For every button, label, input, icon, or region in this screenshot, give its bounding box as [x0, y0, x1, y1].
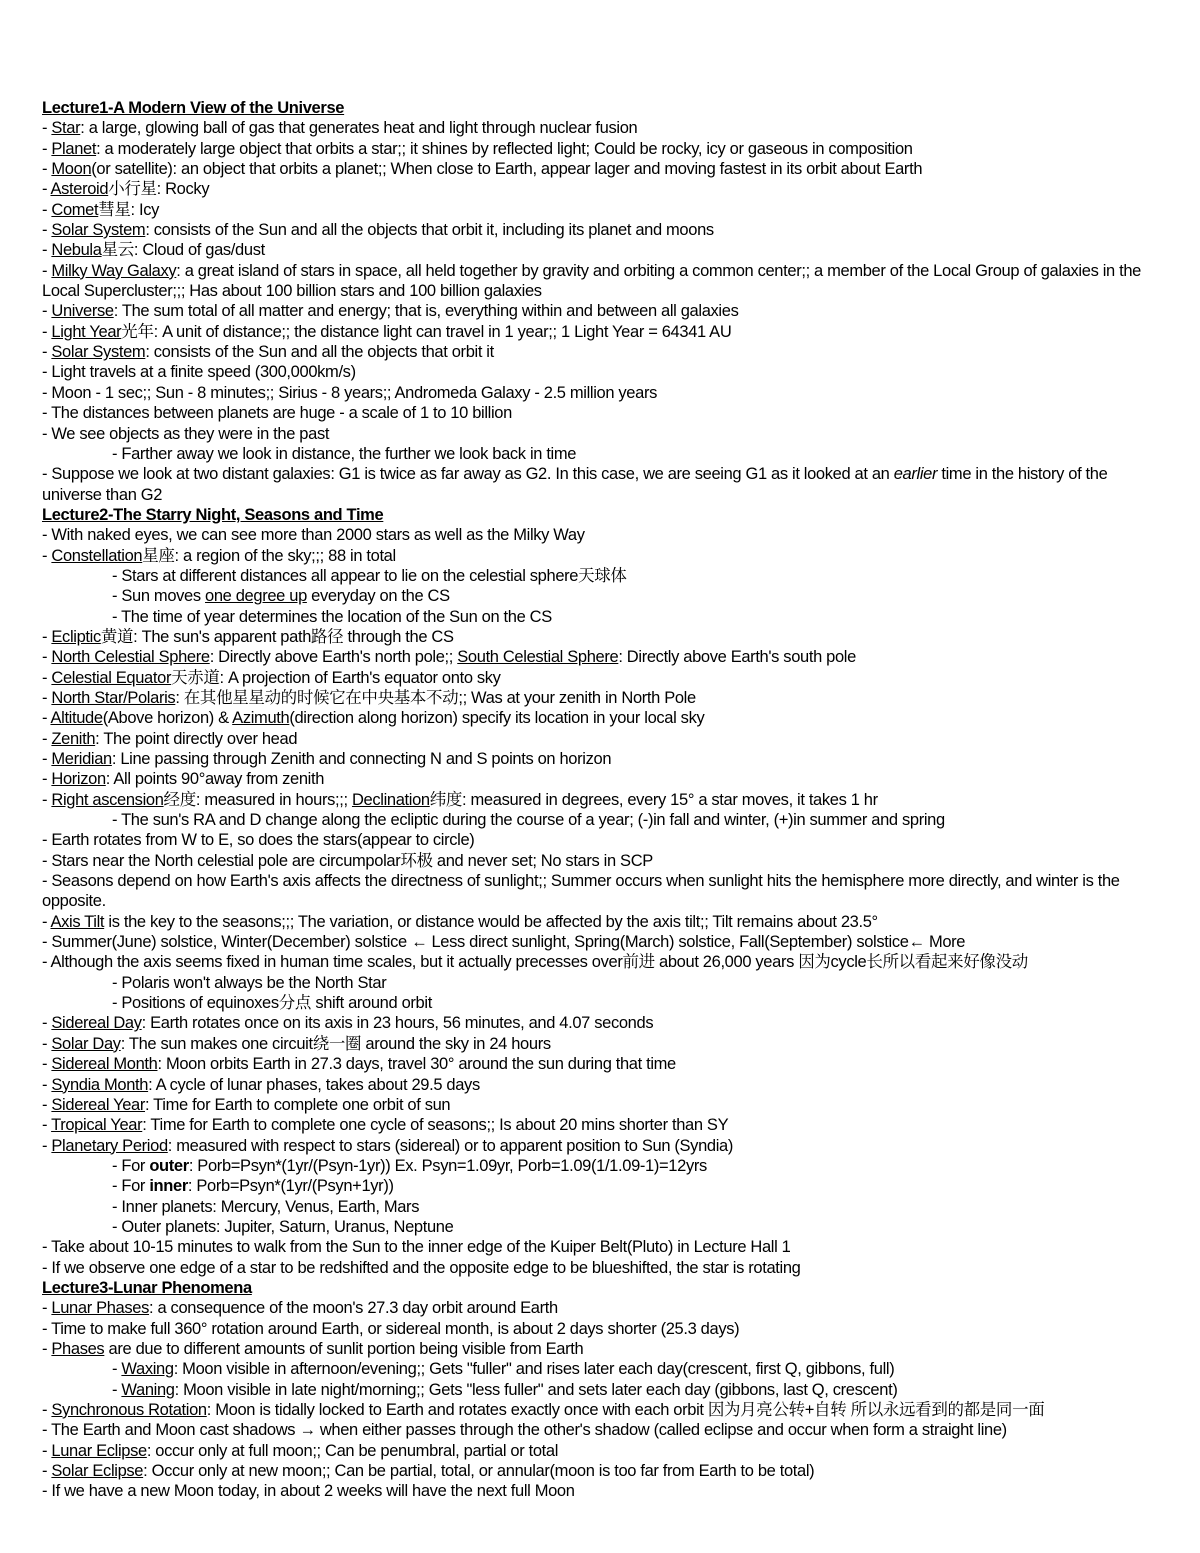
term: Asteroid	[50, 180, 109, 199]
text-run: -	[42, 1034, 52, 1053]
text-run: -	[42, 139, 52, 158]
term: Solar Eclipse	[51, 1462, 144, 1481]
text-run: : consists of the Sun and all the objects that orbit it, including its planet and moons	[145, 221, 714, 240]
text-run: -	[42, 1441, 52, 1460]
text-run: - With naked eyes, we can see more than 2000 stars as well as the Milky Way	[42, 526, 585, 545]
text-run: : occur only at full moon;; Can be penumbral, partial or total	[146, 1441, 559, 1460]
text-run: -	[42, 1116, 52, 1135]
text-run: -	[42, 688, 52, 707]
bullet-line	[42, 1481, 1167, 1501]
bullet-line	[42, 424, 1167, 444]
bullet-line	[42, 1136, 1167, 1156]
text-run: : 在其他星星动的时候它在中央基本不动;; Was at your zenith in North Pole	[175, 688, 696, 707]
term: Horizon	[51, 770, 106, 789]
bullet-line	[42, 647, 1167, 667]
term: Universe	[51, 302, 114, 321]
text-run: -	[42, 221, 52, 240]
term: Lunar Eclipse	[51, 1441, 147, 1460]
text-run: - Light travels at a finite speed (300,000km/s)	[42, 363, 356, 382]
bullet-line	[42, 179, 1167, 199]
sub-bullet-line	[42, 586, 1167, 606]
bullet-line	[42, 383, 1167, 403]
bullet-line	[42, 1258, 1167, 1278]
bullet-line	[42, 159, 1167, 179]
text-run: (Above horizon) &	[102, 709, 233, 728]
term: Declination	[351, 790, 430, 809]
text-run: : a large, glowing ball of gas that generates heat and light through nuclear fusion	[80, 119, 638, 138]
text-run: is the key to the seasons;;; The variation, or distance would be affected by the axis tilt;; Tilt remains about 23.5°	[104, 912, 878, 931]
emphasis-bold: outer	[149, 1156, 189, 1175]
term: Right ascension	[51, 790, 164, 809]
text-run: - Take about 10-15 minutes to walk from the Sun to the inner edge of the Kuiper Belt(Pluto) in Lecture Hall 1	[42, 1238, 791, 1257]
bullet-line	[42, 1095, 1167, 1115]
text-run: -	[42, 668, 52, 687]
text-run: -	[42, 627, 52, 646]
term: Nebula	[51, 241, 102, 260]
text-run: -	[42, 546, 52, 565]
text-run: - Farther away we look in distance, the further we look back in time	[112, 444, 577, 463]
term: Sidereal Year	[51, 1095, 146, 1114]
text-run: 小行星: Rocky	[108, 180, 210, 199]
bullet-line	[42, 525, 1167, 545]
term: Planet	[51, 139, 97, 158]
text-run: - Suppose we look at two distant galaxies: G1 is twice as far away as G2. In this case, we are seeing G1 as it looked at an	[42, 465, 894, 484]
bullet-line	[42, 1339, 1167, 1359]
text-run: : Earth rotates once on its axis in 23 hours, 56 minutes, and 4.07 seconds	[141, 1014, 654, 1033]
text-run: -	[42, 1136, 52, 1155]
bullet-line	[42, 362, 1167, 382]
term: Axis Tilt	[50, 912, 105, 931]
sub-bullet-line	[42, 566, 1167, 586]
bullet-line	[42, 464, 1167, 505]
emphasis-italic: earlier	[893, 465, 938, 484]
bullet-line	[42, 220, 1167, 240]
emphasis-bold: inner	[149, 1177, 188, 1196]
text-run: -	[42, 750, 52, 768]
bullet-line	[42, 912, 1167, 932]
text-run: : The sum total of all matter and energy; that is, everything within and between all galaxies	[113, 302, 739, 321]
bullet-line	[42, 1319, 1167, 1339]
term: Moon	[51, 160, 92, 179]
bullet-line	[42, 790, 1167, 810]
term: Waxing	[121, 1360, 174, 1379]
bullet-line	[42, 749, 1167, 769]
term: North Star/Polaris	[51, 688, 176, 707]
term: Phases	[51, 1339, 105, 1358]
text-run: -	[42, 729, 52, 748]
bullet-line	[42, 1054, 1167, 1074]
term: Sidereal Day	[51, 1014, 142, 1033]
text-run: -	[42, 1095, 52, 1114]
text-run: 经度: measured in hours;;;	[163, 790, 352, 809]
bullet-line	[42, 118, 1167, 138]
text-run: - Sun moves	[112, 587, 206, 606]
bullet-line	[42, 708, 1167, 728]
bullet-line	[42, 1115, 1167, 1135]
bullet-line	[42, 342, 1167, 362]
text-run: - Outer planets: Jupiter, Saturn, Uranus, Neptune	[112, 1217, 454, 1236]
text-run: -	[42, 200, 52, 219]
text-run: - The Earth and Moon cast shadows → when either passes through the other's shadow (called eclipse and occur when form a straight line)	[42, 1421, 1007, 1440]
text-run: -	[42, 1299, 52, 1318]
term: Solar System	[51, 343, 146, 362]
text-run: : Moon orbits Earth in 27.3 days, travel 30° around the sun during that time	[157, 1055, 676, 1074]
term: Star	[51, 119, 81, 138]
term: Altitude	[50, 709, 103, 728]
term: Meridian	[51, 750, 112, 768]
bullet-line	[42, 729, 1167, 749]
text-run: -	[42, 1401, 52, 1419]
text-run: : consists of the Sun and all the objects that orbit it	[145, 343, 494, 362]
text-run: - We see objects as they were in the past	[42, 424, 330, 443]
term: Ecliptic	[51, 627, 101, 646]
text-run: - If we observe one edge of a star to be redshifted and the opposite edge to be blueshifted, the star is rotating	[42, 1258, 801, 1277]
sub-bullet-line	[42, 993, 1167, 1013]
term: Constellation	[51, 546, 143, 565]
text-run: - Inner planets: Mercury, Venus, Earth, Mars	[112, 1197, 420, 1216]
bullet-line	[42, 1013, 1167, 1033]
text-run: : All points 90°away from zenith	[105, 770, 325, 789]
text-run: -	[42, 180, 51, 199]
text-run: -	[42, 160, 52, 179]
text-run: 纬度: measured in degrees, every 15° a star moves, it takes 1 hr	[429, 790, 878, 809]
text-run: -	[112, 1360, 122, 1379]
sub-bullet-line	[42, 1217, 1167, 1237]
text-run: -	[42, 1014, 52, 1033]
text-run: -	[42, 302, 52, 321]
sub-bullet-line	[42, 1176, 1167, 1196]
text-run: - The time of year determines the location of the Sun on the CS	[112, 607, 552, 626]
text-run: are due to different amounts of sunlit portion being visible from Earth	[104, 1339, 584, 1358]
text-run: - If we have a new Moon today, in about 2 weeks will have the next full Moon	[42, 1482, 575, 1501]
text-run: : Porb=Psyn*(1yr/(Psyn-1yr)) Ex. Psyn=1.09yr, Porb=1.09(1/1.09-1)=12yrs	[188, 1156, 707, 1175]
text-run: - For	[112, 1177, 150, 1196]
sub-bullet-line	[42, 444, 1167, 464]
text-run: : Directly above Earth's north pole;;	[209, 648, 458, 667]
bullet-line	[42, 851, 1167, 871]
text-run: : Occur only at new moon;; Can be partial, total, or annular(moon is too far from Earth to be total)	[143, 1462, 815, 1481]
text-run: : The sun makes one circuit绕一圈 around the sky in 24 hours	[120, 1034, 551, 1053]
sub-bullet-line	[42, 1359, 1167, 1379]
text-run: - Moon - 1 sec;; Sun - 8 minutes;; Sirius - 8 years;; Andromeda Galaxy - 2.5 million years	[42, 383, 658, 402]
text-run: -	[42, 648, 52, 667]
text-run: (direction along horizon) specify its location in your local sky	[289, 709, 705, 728]
term: Synchronous Rotation	[51, 1401, 207, 1419]
bullet-line	[42, 871, 1167, 912]
text-run: : Line passing through Zenith and connecting N and S points on horizon	[111, 750, 612, 768]
bullet-line	[42, 546, 1167, 566]
text-run: -	[42, 912, 51, 931]
term: Zenith	[51, 729, 96, 748]
bullet-line	[42, 627, 1167, 647]
bullet-line	[42, 322, 1167, 342]
term: Milky Way Galaxy	[51, 261, 177, 280]
bullet-line	[42, 240, 1167, 260]
term: Comet	[51, 200, 99, 219]
sub-bullet-line	[42, 1380, 1167, 1400]
bullet-line	[42, 1075, 1167, 1095]
term: one degree up	[205, 587, 307, 606]
text-run: : Directly above Earth's south pole	[618, 648, 856, 667]
bullet-line	[42, 952, 1167, 972]
sub-bullet-line	[42, 810, 1167, 830]
text-run: - For	[112, 1156, 150, 1175]
text-run: -	[42, 1055, 52, 1074]
text-run: : Moon visible in late night/morning;; Gets "less fuller" and sets later each day (gibbons, last Q, crescent)	[174, 1380, 898, 1399]
text-run: -	[42, 241, 52, 260]
bullet-line	[42, 668, 1167, 688]
sub-bullet-line	[42, 973, 1167, 993]
section-heading: Lecture2-The Starry Night, Seasons and Time	[42, 505, 384, 524]
bullet-line	[42, 1420, 1167, 1440]
bullet-line	[42, 139, 1167, 159]
bullet-line	[42, 1461, 1167, 1481]
text-run: -	[42, 322, 52, 341]
text-run: : a great island of stars in space, all held together by gravity and orbiting a common center;; a member of the Local Group of galaxies in the Local Supercluster;;; Has about 100 billion stars and 100 billion galaxies	[42, 261, 1146, 301]
text-run: - Although the axis seems fixed in human time scales, but it actually precesses over前进 about 26,000 years 因为cycle长所以看起来好像没动	[42, 953, 1028, 972]
text-run: -	[42, 261, 52, 280]
text-run: -	[42, 119, 52, 138]
term: Light Year	[51, 322, 122, 341]
term: Planetary Period	[51, 1136, 168, 1155]
text-run: - Earth rotates from W to E, so does the stars(appear to circle)	[42, 831, 475, 850]
term: Syndia Month	[51, 1075, 149, 1094]
text-run: -	[42, 1075, 52, 1094]
bullet-line	[42, 1034, 1167, 1054]
term: Tropical Year	[51, 1116, 143, 1135]
bullet-line	[42, 830, 1167, 850]
bullet-line	[42, 769, 1167, 789]
text-run: : measured with respect to stars (sidereal) or to apparent position to Sun (Syndia)	[167, 1136, 734, 1155]
text-run: : Time for Earth to complete one orbit of sun	[145, 1095, 451, 1114]
text-run: -	[112, 1380, 122, 1399]
text-run: : a consequence of the moon's 27.3 day orbit around Earth	[149, 1299, 558, 1318]
term: Sidereal Month	[51, 1055, 158, 1074]
text-run: : The point directly over head	[95, 729, 298, 748]
text-run: 天赤道: A projection of Earth's equator onto sky	[171, 668, 501, 687]
sub-bullet-line	[42, 1156, 1167, 1176]
text-run: everyday on the CS	[306, 587, 450, 606]
text-run: - Summer(June) solstice, Winter(December) solstice ← Less direct sunlight, Spring(March) solstice, Fall(September) solstice← More	[42, 933, 966, 952]
text-run: : Moon is tidally locked to Earth and rotates exactly once with each orbit 因为月亮公转+自转 所以永远看到的都是同一面	[206, 1401, 1045, 1419]
text-run: : Porb=Psyn*(1yr/(Psyn+1yr))	[187, 1177, 394, 1196]
text-run: -	[42, 1462, 52, 1481]
bullet-line	[42, 403, 1167, 423]
bullet-line	[42, 932, 1167, 952]
bullet-line	[42, 261, 1167, 302]
sub-bullet-line	[42, 1197, 1167, 1217]
text-run: time in the history of the universe than G2	[42, 465, 1112, 504]
text-run: -	[42, 343, 52, 362]
term: Solar Day	[51, 1034, 121, 1053]
term: Waning	[121, 1380, 175, 1399]
text-run: - The distances between planets are huge - a scale of 1 to 10 billion	[42, 404, 512, 423]
text-run: -	[42, 1339, 52, 1358]
bullet-line	[42, 1298, 1167, 1318]
text-run: - Stars near the North celestial pole are circumpolar环极 and never set; No stars in SCP	[42, 851, 653, 870]
sub-bullet-line	[42, 607, 1167, 627]
bullet-line	[42, 688, 1167, 708]
term: Azimuth	[232, 709, 290, 728]
text-run: : A cycle of lunar phases, takes about 29.5 days	[148, 1075, 480, 1094]
term: Solar System	[51, 221, 146, 240]
bullet-line	[42, 301, 1167, 321]
text-run: - Time to make full 360° rotation around Earth, or sidereal month, is about 2 days shorter (25.3 days)	[42, 1319, 740, 1338]
text-run: -	[42, 790, 52, 809]
term: Celestial Equator	[51, 668, 172, 687]
text-run: -	[42, 709, 51, 728]
text-run: - Polaris won't always be the North Star	[112, 973, 387, 992]
text-run: - Stars at different distances all appear to lie on the celestial sphere天球体	[112, 566, 627, 585]
text-run: : Time for Earth to complete one cycle of seasons;; Is about 20 mins shorter than SY	[142, 1116, 729, 1135]
text-run: : a moderately large object that orbits a star;; it shines by reflected light; Could be rocky, icy or gaseous in composition	[96, 139, 913, 158]
term: Lunar Phases	[51, 1299, 150, 1318]
bullet-line	[42, 1441, 1167, 1461]
text-run: 星云: Cloud of gas/dust	[101, 241, 265, 260]
text-run: (or satellite): an object that orbits a planet;; When close to Earth, appear lager and moving fastest in its orbit about Earth	[91, 160, 923, 179]
text-run: 光年: A unit of distance;; the distance light can travel in 1 year;; 1 Light Year = 64341 AU	[121, 322, 732, 341]
text-run: 星座: a region of the sky;;; 88 in total	[142, 546, 396, 565]
text-run: : Moon visible in afternoon/evening;; Gets "fuller" and rises later each day(crescent, first Q, gibbons, full)	[173, 1360, 895, 1379]
section-heading: Lecture3-Lunar Phenomena	[42, 1278, 252, 1297]
text-run: 黄道: The sun's apparent path路径 through the CS	[100, 627, 454, 646]
document-body	[42, 98, 1167, 1502]
text-run: 彗星: Icy	[98, 200, 160, 219]
bullet-line	[42, 1237, 1167, 1257]
text-run: - Positions of equinoxes分点 shift around orbit	[112, 994, 432, 1013]
bullet-line	[42, 1400, 1167, 1420]
text-run: - Seasons depend on how Earth's axis affects the directness of sunlight;; Summer occurs when sunlight hits the hemisphere more directly, and winter is the opposite.	[42, 872, 1124, 911]
bullet-line	[42, 200, 1167, 220]
section-heading: Lecture1-A Modern View of the Universe	[42, 99, 345, 117]
term: North Celestial Sphere	[51, 648, 210, 667]
text-run: -	[42, 770, 52, 789]
term: South Celestial Sphere	[457, 648, 619, 667]
text-run: - The sun's RA and D change along the ecliptic during the course of a year; (-)in fall and winter, (+)in summer and spring	[112, 811, 945, 830]
